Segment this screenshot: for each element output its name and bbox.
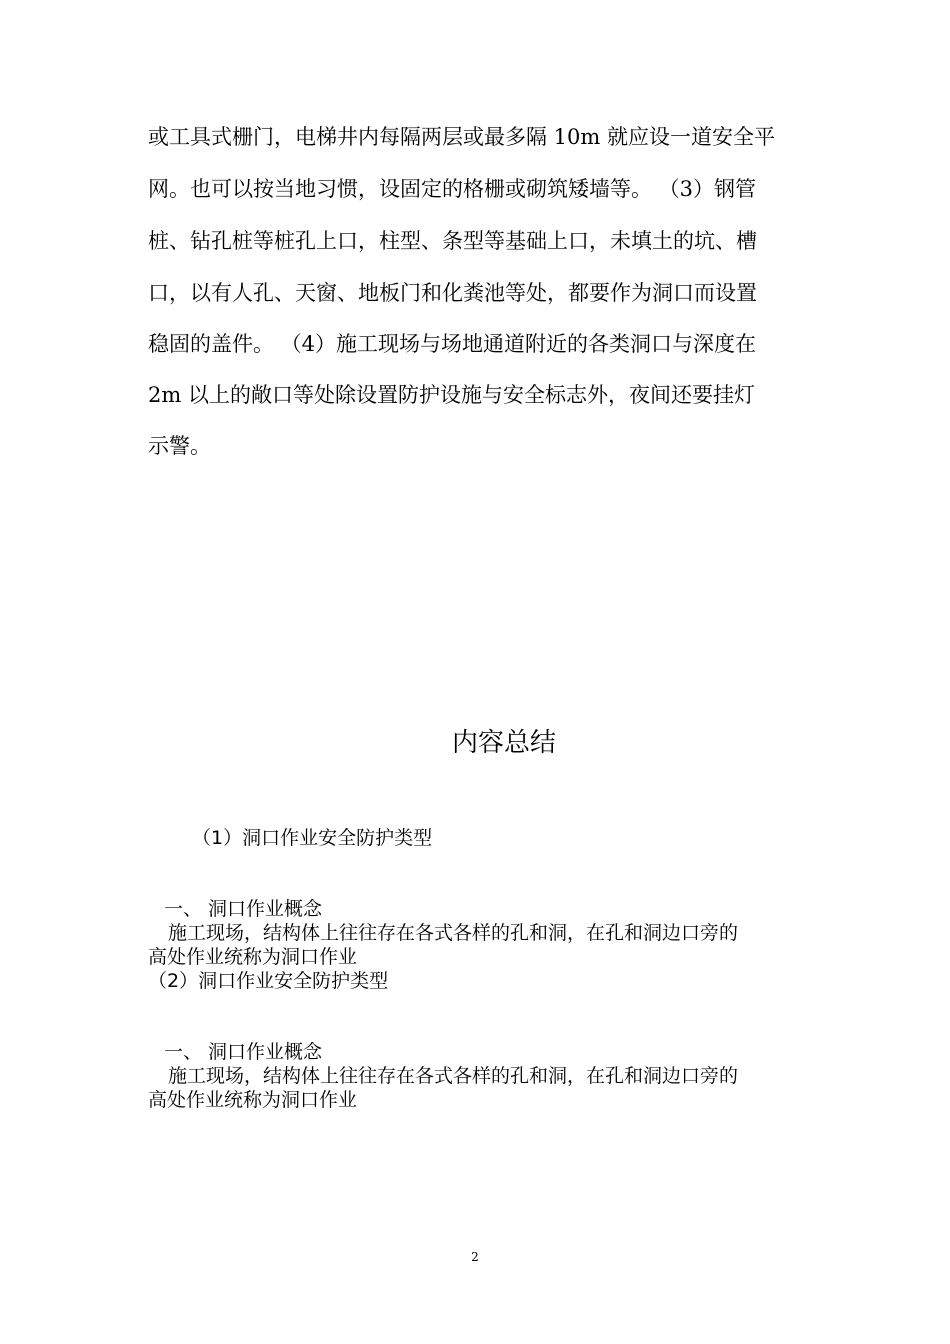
- summary-item-title-2: 一、 洞口作业概念: [164, 1041, 323, 1063]
- summary-desc-2-line-2: 高处作业统称为洞口作业: [148, 1089, 358, 1111]
- body-line-7: 示警。: [148, 434, 211, 458]
- summary-desc-1-line-2: 高处作业统称为洞口作业: [148, 946, 358, 968]
- summary-desc-2-line-1: 施工现场，结构体上往往存在各式各样的孔和洞，在孔和洞边口旁的: [168, 1065, 739, 1087]
- summary-heading-1: （1）洞口作业安全防护类型: [192, 827, 433, 849]
- body-line-5: 稳固的盖件。 （4）施工现场与场地通道附近的各类洞口与深度在: [148, 332, 757, 356]
- summary-heading-2: （2）洞口作业安全防护类型: [148, 970, 389, 992]
- body-line-1: 或工具式栅门，电梯井内每隔两层或最多隔 10m 就应设一道安全平: [148, 125, 775, 149]
- summary-title: 内容总结: [451, 728, 556, 758]
- summary-item-title-1: 一、 洞口作业概念: [164, 898, 323, 920]
- page-number: 2: [471, 1250, 479, 1264]
- body-line-6: 2m 以上的敞口等处除设置防护设施与安全标志外，夜间还要挂灯: [148, 383, 755, 407]
- summary-desc-1-line-1: 施工现场，结构体上往往存在各式各样的孔和洞，在孔和洞边口旁的: [168, 922, 739, 944]
- body-line-3: 桩、钻孔桩等桩孔上口，柱型、条型等基础上口，未填土的坑、槽: [148, 229, 757, 253]
- body-line-4: 口，以有人孔、天窗、地板门和化粪池等处，都要作为洞口而设置: [148, 281, 757, 305]
- body-line-2: 网。也可以按当地习惯，设固定的格栅或砌筑矮墙等。 （3）钢管: [148, 177, 757, 201]
